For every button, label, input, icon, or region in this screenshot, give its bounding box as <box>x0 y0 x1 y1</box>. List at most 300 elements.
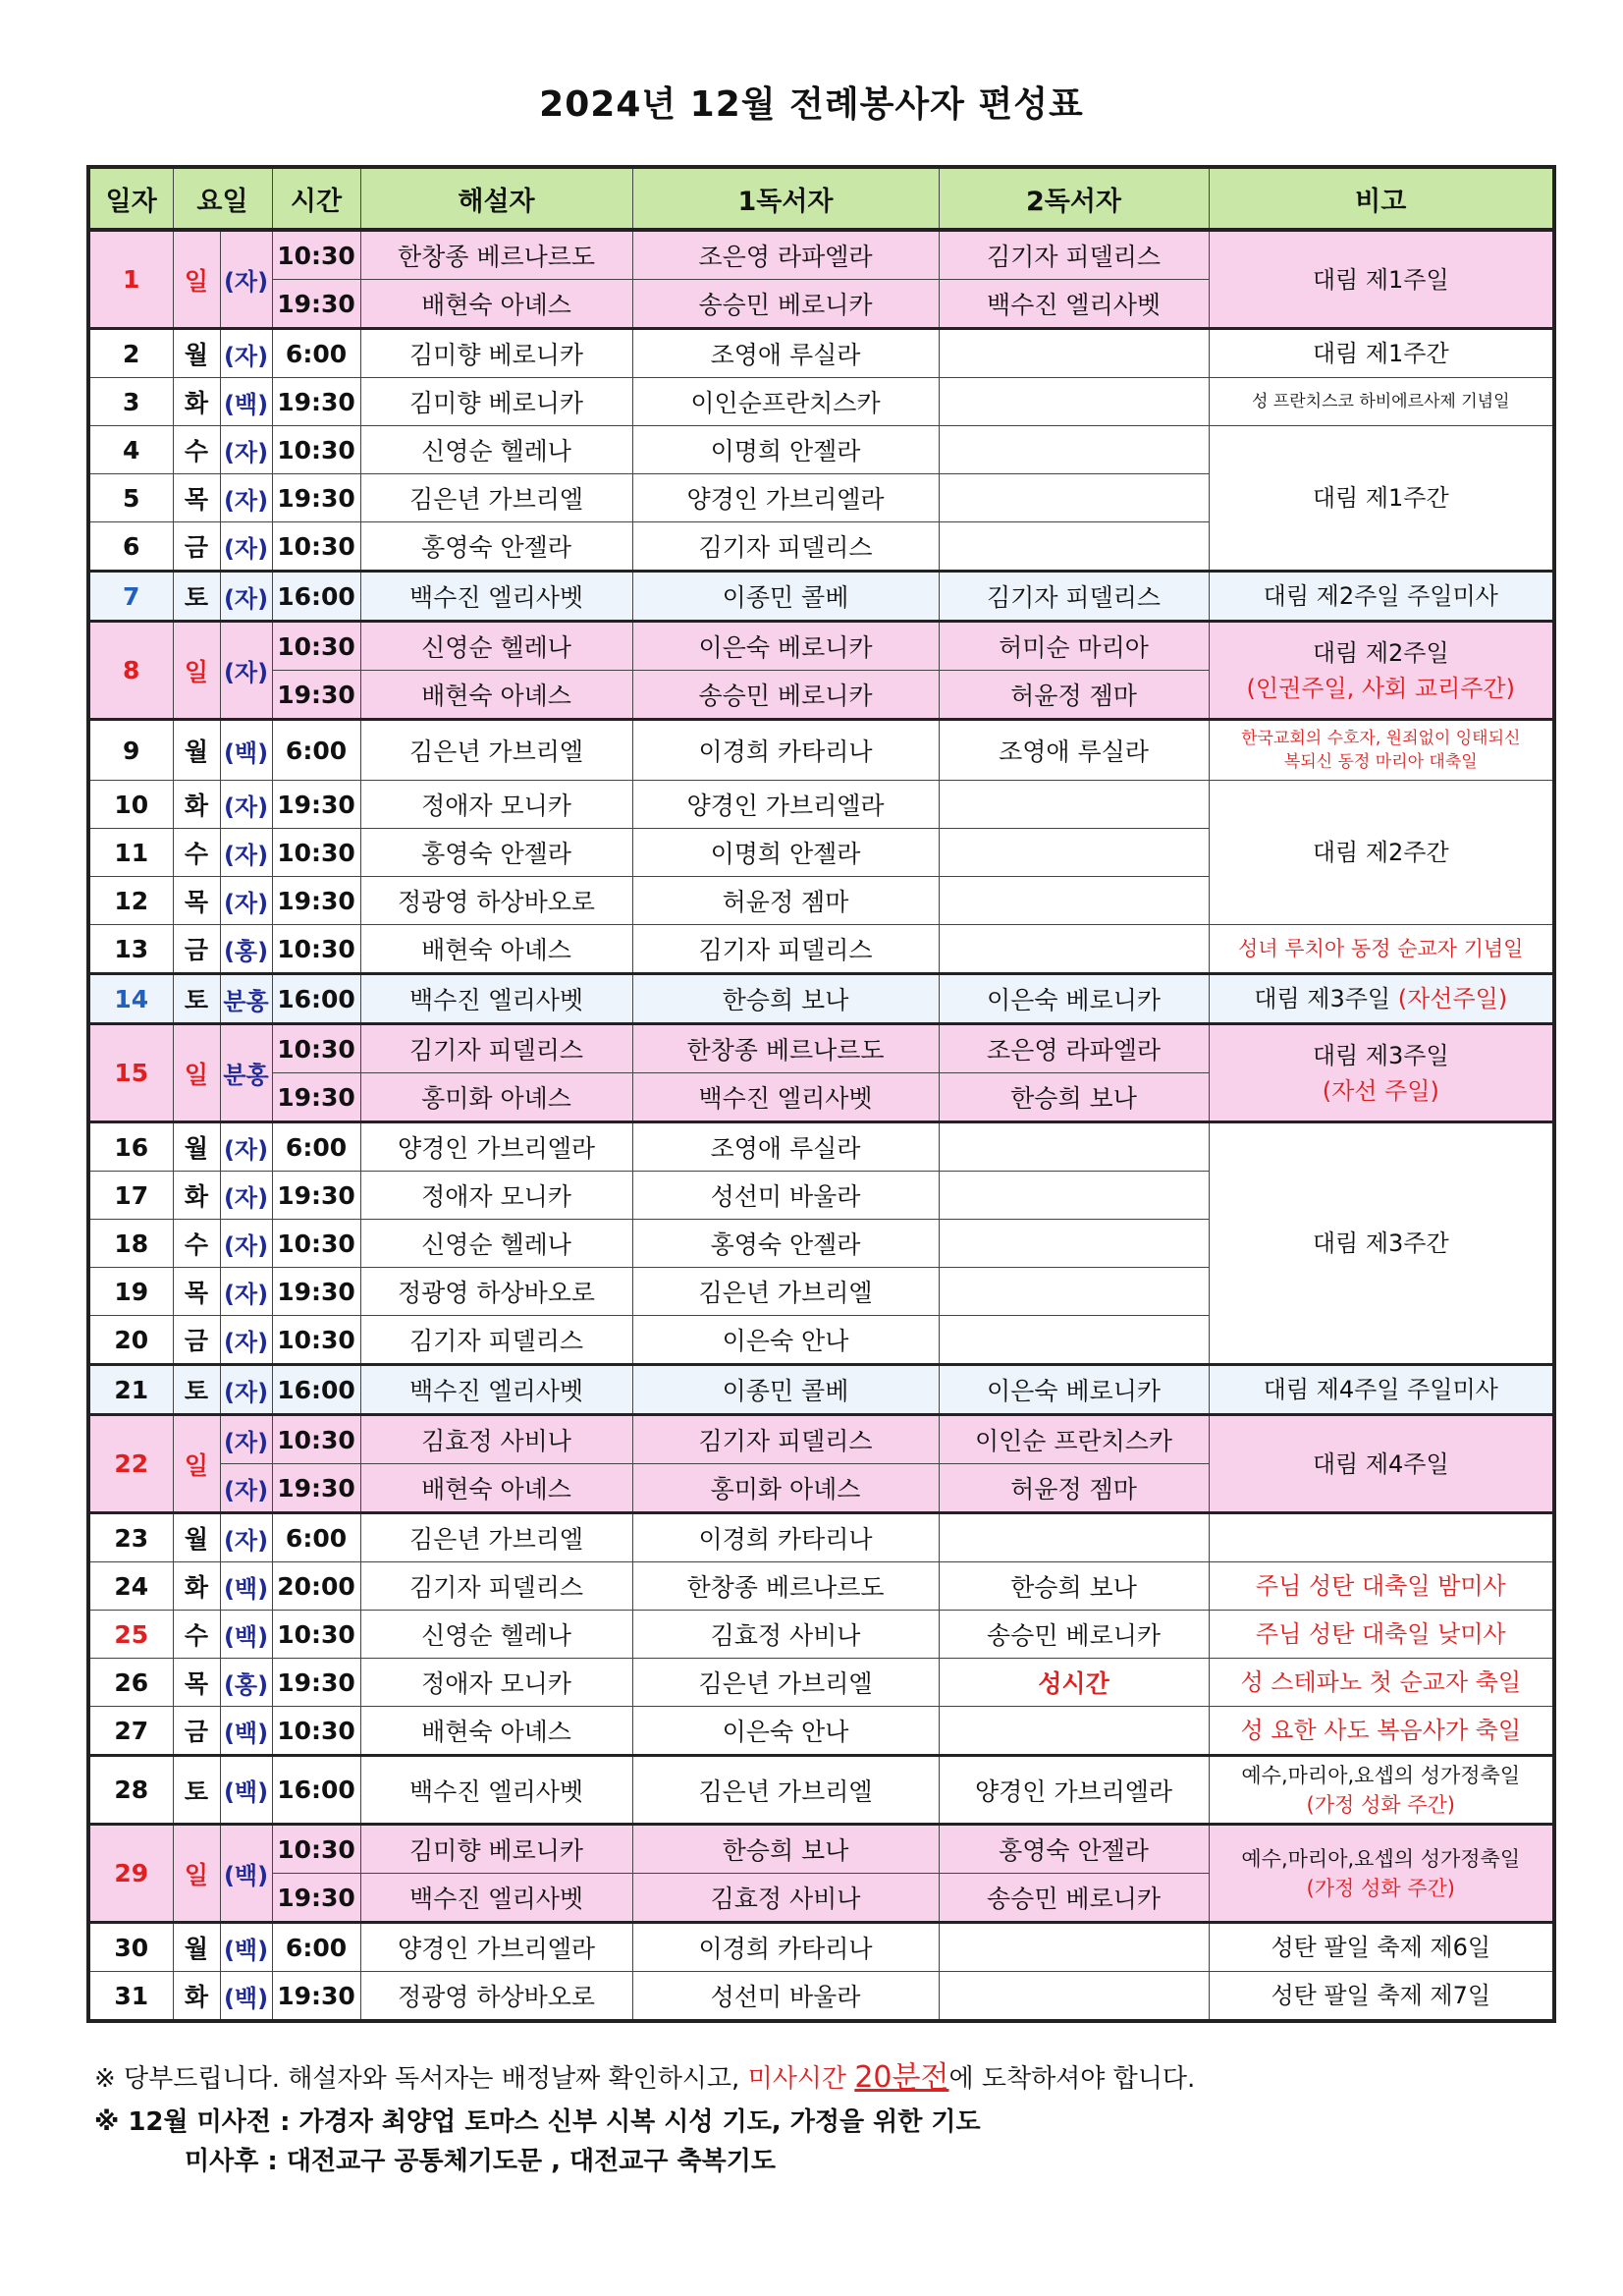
reader2-cell <box>939 877 1209 925</box>
table-row <box>88 1415 1554 1464</box>
reader2-cell: 조은영 라파엘라 <box>939 1024 1209 1073</box>
commentator-cell: 배현숙 아녜스 <box>360 1464 632 1513</box>
reader1-cell: 김기자 피델리스 <box>632 1415 939 1464</box>
reader2-cell <box>939 474 1209 522</box>
notice-text: 에 도착하셔야 합니다. <box>948 2064 1196 2094</box>
reader1-cell: 이경희 카타리나 <box>632 720 939 781</box>
reader2-cell: 송승민 베로니카 <box>939 1611 1209 1659</box>
time-cell: 16:00 <box>272 974 360 1024</box>
remarks-line: 한국교회의 수호자, 원죄없이 잉태되신 <box>1241 729 1521 748</box>
header-date: 일자 <box>88 167 173 230</box>
reader2-cell <box>939 1172 1209 1220</box>
time-cell: 19:30 <box>272 1172 360 1220</box>
commentator-cell: 신영순 헬레나 <box>360 1220 632 1268</box>
date-cell: 7 <box>88 572 173 622</box>
weekday-cell: 월 <box>173 1513 220 1562</box>
weekday-cell: 일 <box>173 230 220 329</box>
color-cell: (자) <box>220 1464 272 1513</box>
commentator-cell: 신영순 헬레나 <box>360 1611 632 1659</box>
header-remarks: 비고 <box>1209 167 1554 230</box>
color-cell: (백) <box>220 1562 272 1611</box>
notice-text: ※ 당부드립니다. 해설자와 독서자는 배정날짜 확인하시고, <box>94 2064 748 2094</box>
weekday-cell: 목 <box>173 474 220 522</box>
date-cell: 4 <box>88 426 173 474</box>
remarks-line: (가정 성화 주간) <box>1306 1792 1455 1817</box>
weekday-cell: 목 <box>173 1659 220 1707</box>
date-cell: 30 <box>88 1923 173 1972</box>
weekday-cell: 화 <box>173 1172 220 1220</box>
table-row <box>88 925 1554 974</box>
reader1-cell: 허윤정 젬마 <box>632 877 939 925</box>
reader2-cell: 성시간 <box>939 1659 1209 1707</box>
date-cell: 10 <box>88 781 173 829</box>
reader2-cell <box>939 378 1209 426</box>
reader1-cell: 김효정 사비나 <box>632 1611 939 1659</box>
reader2-cell: 양경인 가브리엘라 <box>939 1756 1209 1825</box>
color-cell: (자) <box>220 1220 272 1268</box>
reader1-cell: 성선미 바울라 <box>632 1972 939 2022</box>
reader1-cell: 김은년 가브리엘 <box>632 1268 939 1316</box>
table-row <box>88 426 1554 474</box>
remarks-cell <box>1209 1024 1554 1122</box>
time-cell: 10:30 <box>272 1220 360 1268</box>
reader1-cell: 이경희 카타리나 <box>632 1513 939 1562</box>
reader2-cell: 홍영숙 안젤라 <box>939 1825 1209 1874</box>
commentator-cell: 양경인 가브리엘라 <box>360 1923 632 1972</box>
remarks-cell: 대림 제4주일 주일미사 <box>1209 1365 1554 1415</box>
commentator-cell: 정광영 하상바오로 <box>360 877 632 925</box>
commentator-cell: 정애자 모니카 <box>360 781 632 829</box>
reader1-cell: 이은숙 안나 <box>632 1707 939 1756</box>
table-row <box>88 329 1554 378</box>
commentator-cell: 배현숙 아녜스 <box>360 671 632 720</box>
remarks-cell: 대림 제2주일 주일미사 <box>1209 572 1554 622</box>
commentator-cell: 신영순 헬레나 <box>360 622 632 671</box>
time-cell: 6:00 <box>272 1923 360 1972</box>
color-cell: (자) <box>220 426 272 474</box>
color-cell: (백) <box>220 720 272 781</box>
reader2-cell: 허미순 마리아 <box>939 622 1209 671</box>
reader2-cell: 이인순 프란치스카 <box>939 1415 1209 1464</box>
reader1-cell: 이경희 카타리나 <box>632 1923 939 1972</box>
time-cell: 10:30 <box>272 230 360 280</box>
weekday-cell: 월 <box>173 1122 220 1172</box>
color-cell: (자) <box>220 781 272 829</box>
reader2-cell: 김기자 피델리스 <box>939 230 1209 280</box>
time-cell: 10:30 <box>272 925 360 974</box>
date-cell: 28 <box>88 1756 173 1825</box>
reader1-cell: 한승희 보나 <box>632 1825 939 1874</box>
color-cell: (자) <box>220 1268 272 1316</box>
reader1-cell: 이인순프란치스카 <box>632 378 939 426</box>
table-row <box>88 230 1554 280</box>
remarks-cell: 대림 제2주간 <box>1209 781 1554 925</box>
table-row <box>88 1024 1554 1073</box>
reader1-cell: 한승희 보나 <box>632 974 939 1024</box>
reader1-cell: 김기자 피델리스 <box>632 522 939 572</box>
time-cell: 19:30 <box>272 1268 360 1316</box>
header-row <box>88 167 1554 230</box>
time-cell: 6:00 <box>272 1513 360 1562</box>
reader2-cell <box>939 522 1209 572</box>
remarks-cell: 대림 제1주간 <box>1209 329 1554 378</box>
reader1-cell: 김기자 피델리스 <box>632 925 939 974</box>
reader1-cell: 홍미화 아녜스 <box>632 1464 939 1513</box>
table-row <box>88 720 1554 781</box>
date-cell: 9 <box>88 720 173 781</box>
time-cell: 16:00 <box>272 1365 360 1415</box>
weekday-cell: 수 <box>173 426 220 474</box>
notice-line <box>94 2052 1195 2096</box>
date-cell: 26 <box>88 1659 173 1707</box>
time-cell: 10:30 <box>272 1707 360 1756</box>
reader2-cell <box>939 1220 1209 1268</box>
remarks-cell: 대림 제3주간 <box>1209 1122 1554 1365</box>
table-row <box>88 974 1554 1024</box>
weekday-cell: 수 <box>173 829 220 877</box>
commentator-cell: 홍영숙 안젤라 <box>360 829 632 877</box>
commentator-cell: 김은년 가브리엘 <box>360 720 632 781</box>
date-cell: 8 <box>88 622 173 720</box>
time-cell: 19:30 <box>272 1972 360 2022</box>
date-cell: 23 <box>88 1513 173 1562</box>
remarks-highlight: (자선주일) <box>1397 985 1508 1012</box>
remarks-cell <box>1209 1825 1554 1923</box>
weekday-cell: 수 <box>173 1220 220 1268</box>
reader1-cell: 양경인 가브리엘라 <box>632 474 939 522</box>
commentator-cell: 한창종 베르나르도 <box>360 230 632 280</box>
time-cell: 19:30 <box>272 280 360 329</box>
reader1-cell: 한창종 베르나르도 <box>632 1562 939 1611</box>
color-cell: (자) <box>220 329 272 378</box>
time-cell: 16:00 <box>272 572 360 622</box>
page-title: 2024년 12월 전례봉사자 편성표 <box>539 84 1084 125</box>
remarks-cell: 성 요한 사도 복음사가 축일 <box>1209 1707 1554 1756</box>
reader1-cell: 백수진 엘리사벳 <box>632 1073 939 1122</box>
post-mass-prayer-note: 미사후 : 대전교구 공통체기도문 , 대전교구 축복기도 <box>185 2147 777 2176</box>
header-weekday: 요일 <box>173 167 272 230</box>
weekday-cell: 화 <box>173 781 220 829</box>
color-cell: (홍) <box>220 925 272 974</box>
commentator-cell: 김기자 피델리스 <box>360 1562 632 1611</box>
weekday-cell: 금 <box>173 1316 220 1365</box>
time-cell: 19:30 <box>272 1073 360 1122</box>
remarks-cell: 성 프란치스코 하비에르사제 기념일 <box>1209 378 1554 426</box>
reader1-cell: 홍영숙 안젤라 <box>632 1220 939 1268</box>
reader2-cell: 한승희 보나 <box>939 1073 1209 1122</box>
reader2-cell: 한승희 보나 <box>939 1562 1209 1611</box>
time-cell: 20:00 <box>272 1562 360 1611</box>
date-cell: 19 <box>88 1268 173 1316</box>
reader2-cell <box>939 781 1209 829</box>
reader1-cell: 성선미 바울라 <box>632 1172 939 1220</box>
remarks-cell <box>1209 1513 1554 1562</box>
color-cell: (백) <box>220 1972 272 2022</box>
weekday-cell: 목 <box>173 1268 220 1316</box>
reader2-cell <box>939 1268 1209 1316</box>
commentator-cell: 정광영 하상바오로 <box>360 1972 632 2022</box>
reader2-cell <box>939 329 1209 378</box>
color-cell: (백) <box>220 1923 272 1972</box>
table-row <box>88 1659 1554 1707</box>
time-cell: 19:30 <box>272 877 360 925</box>
weekday-cell: 수 <box>173 1611 220 1659</box>
weekday-cell: 토 <box>173 1756 220 1825</box>
remarks-line: 예수,마리아,요셉의 성가정축일 <box>1241 1846 1521 1871</box>
color-cell: (자) <box>220 474 272 522</box>
time-cell: 16:00 <box>272 1756 360 1825</box>
weekday-cell: 일 <box>173 1415 220 1513</box>
table-row <box>88 1611 1554 1659</box>
remarks-cell: 대림 제1주간 <box>1209 426 1554 572</box>
color-cell: (백) <box>220 1707 272 1756</box>
color-cell: (자) <box>220 1172 272 1220</box>
time-cell: 19:30 <box>272 671 360 720</box>
time-cell: 6:00 <box>272 329 360 378</box>
reader1-cell: 김은년 가브리엘 <box>632 1659 939 1707</box>
commentator-cell: 김미향 베로니카 <box>360 329 632 378</box>
commentator-cell: 백수진 엘리사벳 <box>360 1756 632 1825</box>
table-row <box>88 1562 1554 1611</box>
date-cell: 20 <box>88 1316 173 1365</box>
reader1-cell: 조영애 루실라 <box>632 329 939 378</box>
table-row <box>88 622 1554 671</box>
commentator-cell: 김은년 가브리엘 <box>360 1513 632 1562</box>
remarks-cell: 성탄 팔일 축제 제6일 <box>1209 1923 1554 1972</box>
color-cell: (백) <box>220 1825 272 1923</box>
reader1-cell: 김효정 사비나 <box>632 1874 939 1923</box>
reader1-cell: 송승민 베로니카 <box>632 280 939 329</box>
color-cell: (백) <box>220 1756 272 1825</box>
date-cell: 12 <box>88 877 173 925</box>
time-cell: 19:30 <box>272 1464 360 1513</box>
reader2-cell <box>939 829 1209 877</box>
remarks-line: (가정 성화 주간) <box>1306 1876 1455 1900</box>
weekday-cell: 월 <box>173 720 220 781</box>
reader2-cell: 허윤정 젬마 <box>939 671 1209 720</box>
reader1-cell: 조영애 루실라 <box>632 1122 939 1172</box>
time-cell: 10:30 <box>272 1415 360 1464</box>
date-cell: 24 <box>88 1562 173 1611</box>
date-cell: 6 <box>88 522 173 572</box>
commentator-cell: 김은년 가브리엘 <box>360 474 632 522</box>
date-cell: 31 <box>88 1972 173 2022</box>
color-cell: (자) <box>220 622 272 720</box>
time-cell: 10:30 <box>272 1024 360 1073</box>
schedule-table <box>86 165 1556 2023</box>
weekday-cell: 목 <box>173 877 220 925</box>
date-cell: 16 <box>88 1122 173 1172</box>
reader1-cell: 이명희 안젤라 <box>632 426 939 474</box>
weekday-cell: 금 <box>173 1707 220 1756</box>
table-row <box>88 572 1554 622</box>
header-commentator: 해설자 <box>360 167 632 230</box>
remarks-cell: 주님 성탄 대축일 낮미사 <box>1209 1611 1554 1659</box>
commentator-cell: 백수진 엘리사벳 <box>360 974 632 1024</box>
table-row <box>88 378 1554 426</box>
date-cell: 3 <box>88 378 173 426</box>
weekday-cell: 화 <box>173 1562 220 1611</box>
reader1-cell: 이종민 콜베 <box>632 572 939 622</box>
reader1-cell: 한창종 베르나르도 <box>632 1024 939 1073</box>
time-cell: 6:00 <box>272 720 360 781</box>
reader2-cell: 김기자 피델리스 <box>939 572 1209 622</box>
color-cell: (자) <box>220 572 272 622</box>
remarks-line: 복되신 동정 마리아 대축일 <box>1283 752 1478 772</box>
date-cell: 25 <box>88 1611 173 1659</box>
remarks-cell: 대림 제4주일 <box>1209 1415 1554 1513</box>
time-cell: 10:30 <box>272 1825 360 1874</box>
date-cell: 17 <box>88 1172 173 1220</box>
table-row <box>88 1825 1554 1874</box>
commentator-cell: 백수진 엘리사벳 <box>360 1365 632 1415</box>
notice-highlight: 미사시간 <box>747 2064 855 2094</box>
reader2-cell <box>939 1513 1209 1562</box>
table-row <box>88 1923 1554 1972</box>
remarks-cell: 대림 제1주일 <box>1209 230 1554 329</box>
date-cell: 29 <box>88 1825 173 1923</box>
remarks-line: 대림 제3주일 <box>1312 1041 1449 1069</box>
remarks-line: (자선 주일) <box>1322 1076 1439 1105</box>
commentator-cell: 백수진 엘리사벳 <box>360 572 632 622</box>
pre-mass-prayer-note: ※ 12월 미사전 : 가경자 최양업 토마스 신부 시복 시성 기도, 가정을 위한 기도 <box>94 2107 981 2137</box>
weekday-cell: 월 <box>173 329 220 378</box>
remarks-line: (인권주일, 사회 교리주간) <box>1246 674 1515 702</box>
commentator-cell: 양경인 가브리엘라 <box>360 1122 632 1172</box>
color-cell: (자) <box>220 1513 272 1562</box>
commentator-cell: 김미향 베로니카 <box>360 1825 632 1874</box>
weekday-cell: 화 <box>173 1972 220 2022</box>
remarks-line: 예수,마리아,요셉의 성가정축일 <box>1241 1763 1521 1787</box>
commentator-cell: 김미향 베로니카 <box>360 378 632 426</box>
date-cell: 1 <box>88 230 173 329</box>
commentator-cell: 배현숙 아녜스 <box>360 1707 632 1756</box>
weekday-cell: 일 <box>173 1825 220 1923</box>
time-cell: 10:30 <box>272 829 360 877</box>
table-row <box>88 1122 1554 1172</box>
date-cell: 27 <box>88 1707 173 1756</box>
reader2-cell <box>939 426 1209 474</box>
weekday-cell: 화 <box>173 378 220 426</box>
reader1-cell: 이명희 안젤라 <box>632 829 939 877</box>
header-time: 시간 <box>272 167 360 230</box>
commentator-cell: 김효정 사비나 <box>360 1415 632 1464</box>
commentator-cell: 백수진 엘리사벳 <box>360 1874 632 1923</box>
remarks-cell <box>1209 622 1554 720</box>
reader2-cell <box>939 925 1209 974</box>
reader1-cell: 이종민 콜베 <box>632 1365 939 1415</box>
notice-highlight: 20분전 <box>854 2060 949 2095</box>
time-cell: 19:30 <box>272 1874 360 1923</box>
reader1-cell: 이은숙 베로니카 <box>632 622 939 671</box>
table-row <box>88 1707 1554 1756</box>
date-cell: 2 <box>88 329 173 378</box>
reader1-cell: 조은영 라파엘라 <box>632 230 939 280</box>
commentator-cell: 정애자 모니카 <box>360 1172 632 1220</box>
color-cell: 분홍 <box>220 1024 272 1122</box>
header-reader-2: 2독서자 <box>939 167 1209 230</box>
weekday-cell: 일 <box>173 622 220 720</box>
time-cell: 10:30 <box>272 1611 360 1659</box>
color-cell: (자) <box>220 829 272 877</box>
color-cell: (홍) <box>220 1659 272 1707</box>
reader2-cell: 이은숙 베로니카 <box>939 1365 1209 1415</box>
weekday-cell: 금 <box>173 522 220 572</box>
color-cell: (자) <box>220 1365 272 1415</box>
weekday-cell: 토 <box>173 572 220 622</box>
date-cell: 15 <box>88 1024 173 1122</box>
date-cell: 5 <box>88 474 173 522</box>
remarks-cell: 주님 성탄 대축일 밤미사 <box>1209 1562 1554 1611</box>
commentator-cell: 신영순 헬레나 <box>360 426 632 474</box>
time-cell: 6:00 <box>272 1122 360 1172</box>
color-cell: (자) <box>220 1316 272 1365</box>
weekday-cell: 월 <box>173 1923 220 1972</box>
commentator-cell: 정애자 모니카 <box>360 1659 632 1707</box>
reader2-cell <box>939 1707 1209 1756</box>
table-row <box>88 1756 1554 1825</box>
time-cell: 19:30 <box>272 474 360 522</box>
table-row <box>88 1365 1554 1415</box>
commentator-cell: 배현숙 아녜스 <box>360 925 632 974</box>
weekday-cell: 토 <box>173 1365 220 1415</box>
remarks-line: 대림 제2주일 <box>1312 638 1449 667</box>
color-cell: (백) <box>220 378 272 426</box>
date-cell: 21 <box>88 1365 173 1415</box>
reader2-cell <box>939 1316 1209 1365</box>
remarks-cell <box>1209 720 1554 781</box>
weekday-cell: 금 <box>173 925 220 974</box>
time-cell: 10:30 <box>272 622 360 671</box>
remarks-cell <box>1209 1756 1554 1825</box>
time-cell: 10:30 <box>272 426 360 474</box>
reader2-cell: 백수진 엘리사벳 <box>939 280 1209 329</box>
color-cell: (자) <box>220 522 272 572</box>
commentator-cell: 김기자 피델리스 <box>360 1024 632 1073</box>
table-row <box>88 1513 1554 1562</box>
date-cell: 22 <box>88 1415 173 1513</box>
reader2-cell <box>939 1923 1209 1972</box>
reader1-cell: 이은숙 안나 <box>632 1316 939 1365</box>
color-cell: (자) <box>220 230 272 329</box>
reader1-cell: 송승민 베로니카 <box>632 671 939 720</box>
color-cell: (자) <box>220 877 272 925</box>
weekday-cell: 토 <box>173 974 220 1024</box>
time-cell: 19:30 <box>272 781 360 829</box>
color-cell: 분홍 <box>220 974 272 1024</box>
reader2-cell: 송승민 베로니카 <box>939 1874 1209 1923</box>
commentator-cell: 홍영숙 안젤라 <box>360 522 632 572</box>
commentator-cell: 김기자 피델리스 <box>360 1316 632 1365</box>
header-reader-1: 1독서자 <box>632 167 939 230</box>
color-cell: (자) <box>220 1122 272 1172</box>
reader2-cell <box>939 1972 1209 2022</box>
commentator-cell: 배현숙 아녜스 <box>360 280 632 329</box>
remarks-cell <box>1209 974 1554 1024</box>
table-row <box>88 781 1554 829</box>
table-row <box>88 1972 1554 2022</box>
date-cell: 11 <box>88 829 173 877</box>
date-cell: 13 <box>88 925 173 974</box>
commentator-cell: 홍미화 아녜스 <box>360 1073 632 1122</box>
reader2-cell: 이은숙 베로니카 <box>939 974 1209 1024</box>
time-cell: 19:30 <box>272 378 360 426</box>
reader2-cell <box>939 1122 1209 1172</box>
reader1-cell: 김은년 가브리엘 <box>632 1756 939 1825</box>
weekday-cell: 일 <box>173 1024 220 1122</box>
remarks-cell: 성 스테파노 첫 순교자 축일 <box>1209 1659 1554 1707</box>
time-cell: 19:30 <box>272 1659 360 1707</box>
